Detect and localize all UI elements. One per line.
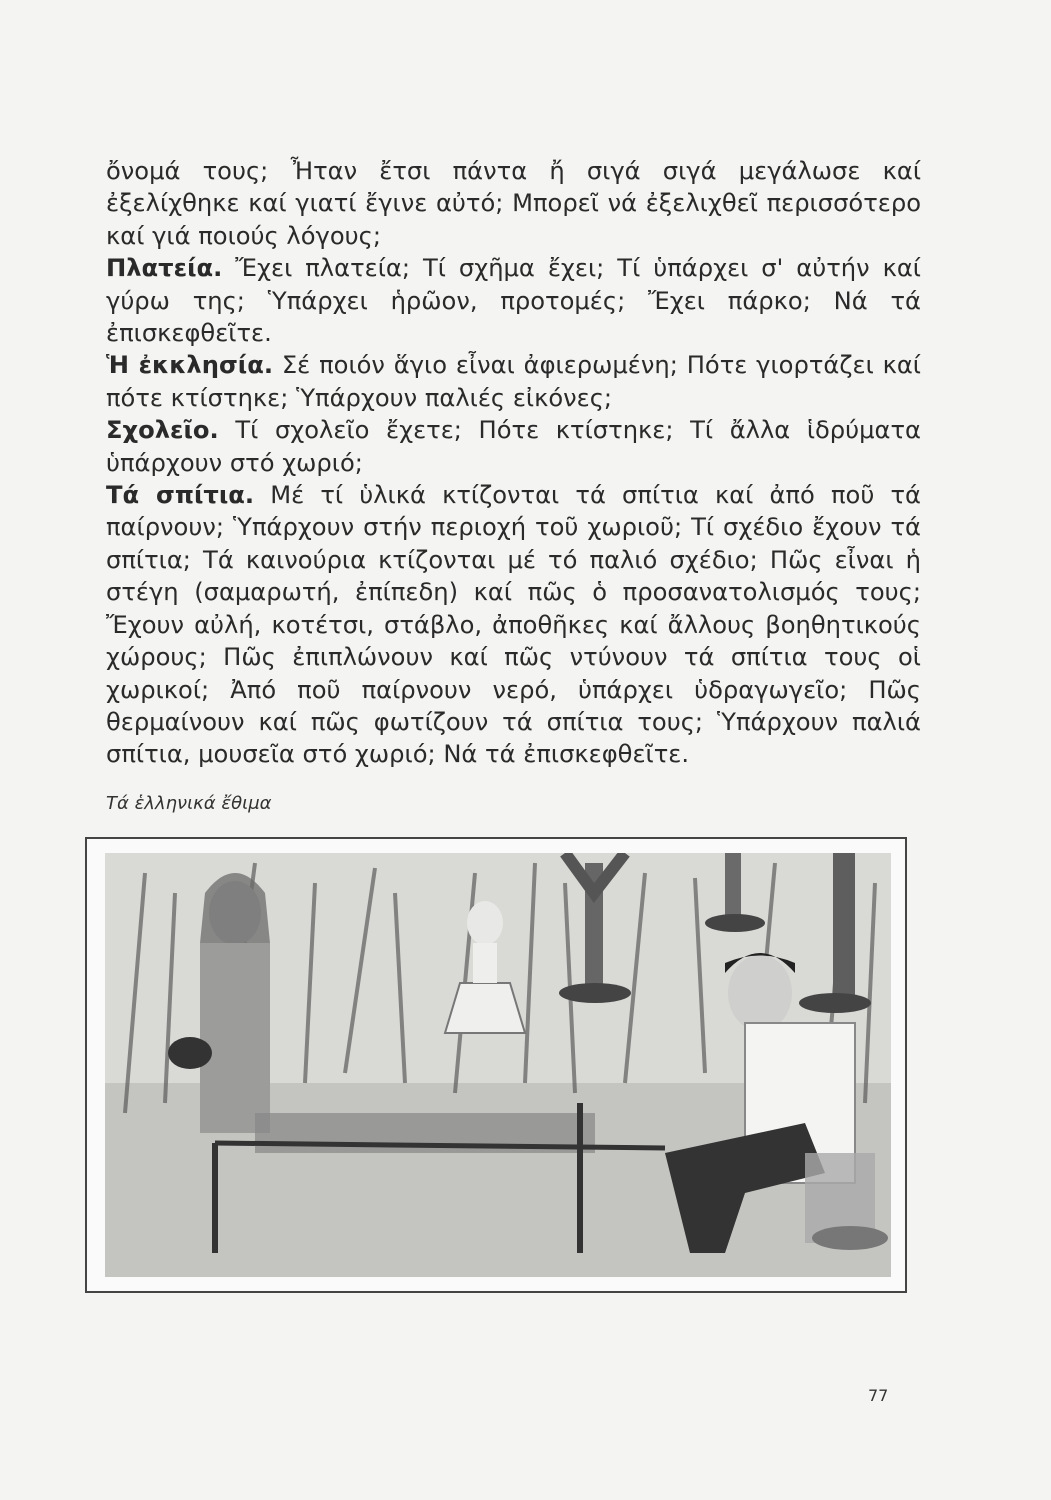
page-number: 77	[868, 1386, 889, 1405]
paragraph-heading: Τά σπίτια.	[106, 481, 255, 510]
paragraph-body: Σέ ποιόν ἅγιο εἶναι ἀφιερωμένη; Πότε γιορτάζει καί πότε κτίστηκε; Ὑπάρχουν παλιές εἰκόνες;	[106, 351, 921, 412]
paragraph-body: Τί σχολεῖο ἔχετε; Πότε κτίστηκε; Τί ἄλλα ἱδρύματα ὑπάρχουν στό χωριό;	[106, 416, 921, 477]
paragraph-body: ὄνομά τους; Ἦταν ἔτσι πάντα ἤ σιγά σιγά μεγάλωσε καί ἐξελίχθηκε καί γιατί ἔγινε αὐτό; Μπορεῖ νά ἐξελιχθεῖ περισσότερο καί γιά ποιούς λόγους;	[106, 157, 921, 250]
paragraph-heading: Σχολεῖο.	[106, 416, 219, 445]
paragraph-body: Ἔχει πλατεία; Τί σχῆμα ἔχει; Τί ὑπάρχει σ' αὐτήν καί γύρω της; Ὑπάρχει ἡρῶον, προτομές; Ἔχει πάρκο; Νά τά ἐπισκεφθεῖτε.	[106, 254, 921, 348]
paragraph-houses	[106, 479, 921, 771]
paragraph-school	[106, 414, 921, 479]
paragraph-church	[106, 349, 921, 414]
illustration-frame	[85, 837, 907, 1293]
illustration-caption: Τά ἑλληνικά ἔθιμα	[106, 793, 272, 814]
paragraph-heading: Πλατεία.	[106, 254, 223, 283]
paragraph-heading: Ἡ ἐκκλησία.	[106, 351, 274, 380]
illustration-painting	[105, 853, 891, 1277]
paragraph-square	[106, 252, 921, 349]
paragraph-body: Μέ τί ὑλικά κτίζονται τά σπίτια καί ἀπό ποῦ τά παίρνουν; Ὑπάρχουν στήν περιοχή τοῦ χωριοῦ; Τί σχέδιο ἔχουν τά σπίτια; Τά καινούρια κτίζονται μέ τό παλιό σχέδιο; Πῶς εἶναι ἡ στέγη (σαμαρωτή, ἐπίπεδη) καί πῶς ὁ προσανατολισμός τους; Ἔχουν αὐλή, κοτέτσι, στάβλο, ἀποθῆκες καί ἄλλους βοηθητικούς χώρους; Πῶς ἐπιπλώνουν καί πῶς ντύνουν τά σπίτια τους οἱ χωρικοί; Ἀπό ποῦ παίρνουν νερό, ὑπάρχει ὑδραγωγεῖο; Πῶς θερμαίνουν καί πῶς φωτίζουν τά σπίτια τους; Ὑπάρχουν παλιά σπίτια, μουσεῖα στό χωριό; Νά τά ἐπισκεφθεῖτε.	[106, 481, 921, 769]
body-text	[106, 155, 921, 771]
paragraph-intro	[106, 155, 921, 252]
